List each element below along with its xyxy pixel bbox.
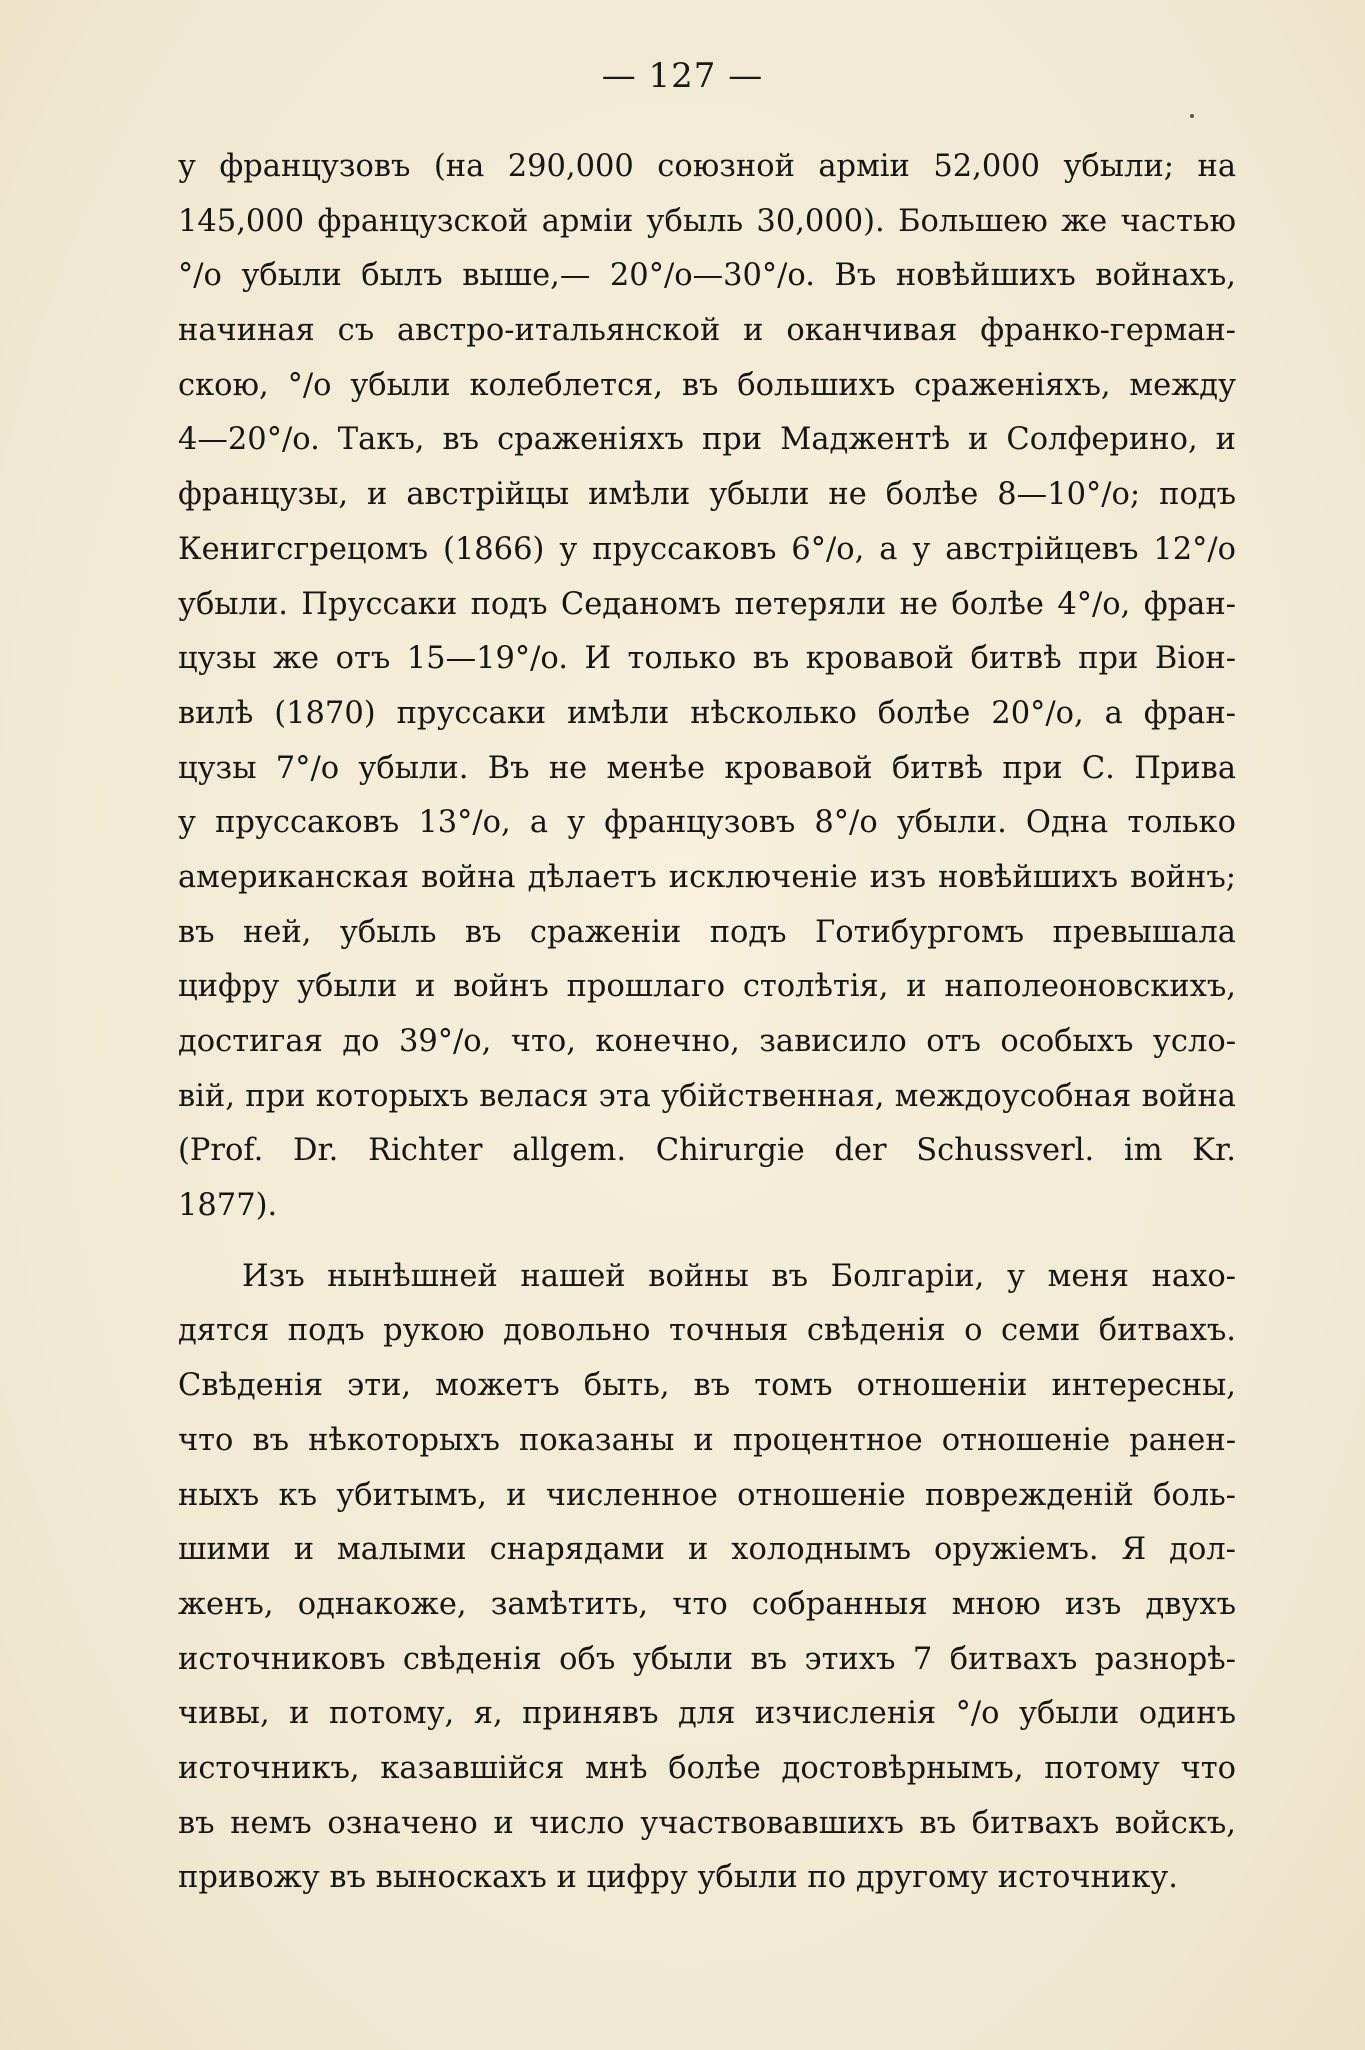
text-line: у пруссаковъ 13°/o, а у французовъ 8°/o убыли. Одна только [178, 805, 1236, 841]
text-line: 1877). [178, 1188, 278, 1224]
text-line: 4—20°/o. Такъ, въ сраженіяхъ при Маджентѣ и Солферино, и [178, 422, 1236, 458]
text-line: французы, и австрійцы имѣли убыли не болѣе 8—10°/o; подъ [178, 477, 1236, 513]
text-line: Свѣденія эти, можетъ быть, въ томъ отношеніи интересны, [178, 1368, 1236, 1404]
text-line: источниковъ свѣденія объ убыли въ этихъ 7 битвахъ разнорѣ- [178, 1641, 1236, 1677]
text-line: вій, при которыхъ велася эта убійственная, междоусобная война [178, 1078, 1236, 1114]
text-line: убыли. Пруссаки подъ Седаномъ петеряли не болѣе 4°/o, фран- [178, 586, 1236, 622]
text-line: привожу въ выноскахъ и цифру убыли по другому источнику. [178, 1860, 1178, 1896]
paper-speck [1190, 114, 1194, 118]
text-line: чивы, и потому, я, принявъ для изчисленія °/o убыли одинъ [178, 1696, 1236, 1732]
text-line: у французовъ (на 290,000 союзной арміи 52,000 убыли; на [178, 149, 1236, 184]
page-number: — 127 — [601, 56, 764, 96]
text-line: вилѣ (1870) пруссаки имѣли нѣсколько болѣе 20°/o, а фран- [178, 695, 1236, 731]
text-line: ныхъ къ убитымъ, и численное отношеніе поврежденій боль- [178, 1477, 1236, 1513]
text-line: 145,000 французской арміи убыль 30,000). Большею же частью [178, 203, 1236, 239]
text-line: цузы 7°/o убыли. Въ не менѣе кровавой битвѣ при С. Прива [178, 750, 1236, 786]
text-line: источникъ, казавшійся мнѣ болѣе достовѣрнымъ, потому что [178, 1750, 1236, 1786]
text-line: достигая до 39°/o, что, конечно, зависило отъ особыхъ усло- [178, 1024, 1236, 1059]
text-line: въ ней, убыль въ сраженіи подъ Готибургомъ превышала [178, 914, 1236, 950]
text-line: въ немъ означено и число участвовавшихъ въ битвахъ войскъ, [178, 1805, 1236, 1841]
text-line: дятся подъ рукою довольно точныя свѣденія о семи битвахъ. [178, 1313, 1236, 1349]
text-line: американская война дѣлаетъ исключеніе изъ новѣйшихъ войнъ; [178, 859, 1236, 895]
text-line: Изъ нынѣшней нашей войны въ Болгаріи, у меня нахо- [242, 1258, 1236, 1294]
text-line: скою, °/o убыли колеблется, въ большихъ сраженіяхъ, между [178, 367, 1236, 403]
text-line: °/o убыли былъ выше,— 20°/o—30°/o. Въ новѣйшихъ войнахъ, [178, 258, 1236, 294]
paragraph-2 [178, 1250, 1236, 1906]
text-line: цифру убыли и войнъ прошлаго столѣтія, и наполеоновскихъ, [178, 969, 1236, 1005]
text-line: начиная съ австро-итальянской и оканчивая франко-герман- [178, 313, 1236, 349]
text-line: шими и малыми снарядами и холоднымъ оружіемъ. Я дол- [178, 1532, 1236, 1568]
paragraph-1 [178, 140, 1236, 1234]
text-line: женъ, однакоже, замѣтить, что собранныя мною изъ двухъ [178, 1586, 1236, 1622]
text-line: Кенигсгрецомъ (1866) у пруссаковъ 6°/o, а у австрійцевъ 12°/o [178, 531, 1236, 567]
paragraph-gap [178, 1234, 1236, 1250]
text-block [178, 140, 1236, 1906]
text-line: что въ нѣкоторыхъ показаны и процентное отношеніе ранен- [178, 1422, 1236, 1458]
text-line: цузы же отъ 15—19°/o. И только въ кровавой битвѣ при Віон- [178, 641, 1236, 677]
text-line: (Prof. Dr. Richter allgem. Chirurgie der Schussverl. im Kr. [178, 1133, 1236, 1169]
